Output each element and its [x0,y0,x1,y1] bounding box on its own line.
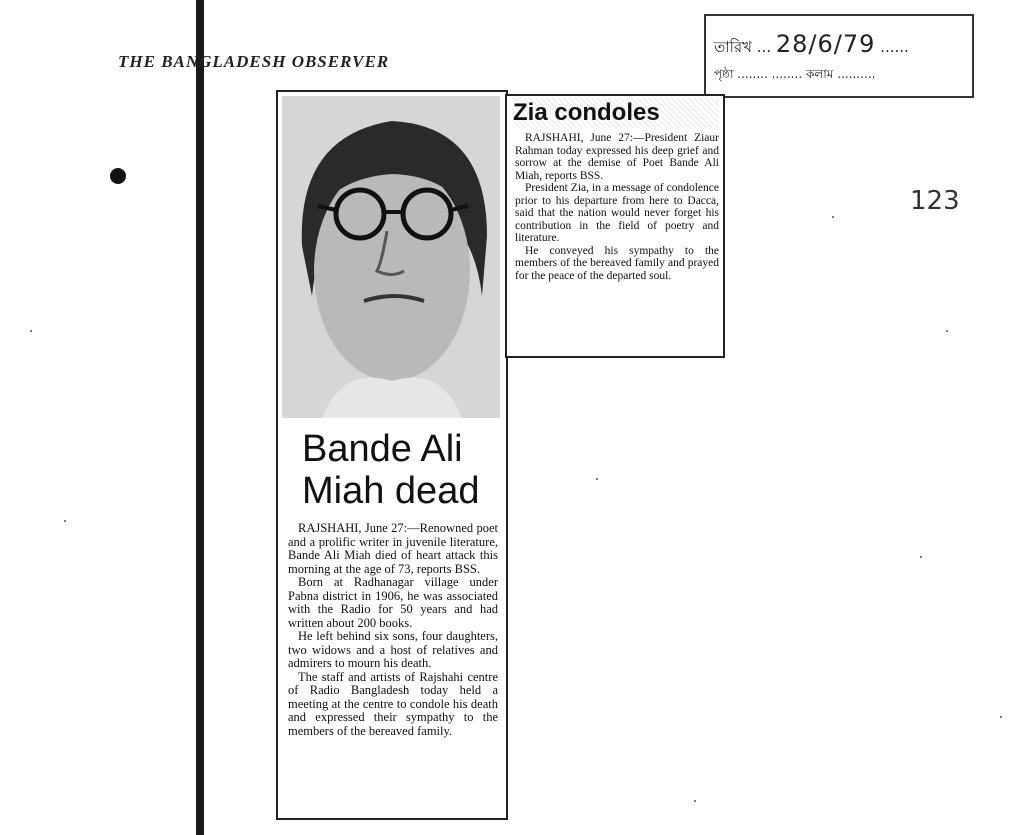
page-number: 123 [910,186,960,216]
stamp-column-label: কলাম [805,67,834,81]
clipping-side-article [505,94,725,358]
ink-dot [110,168,126,184]
scan-speck [920,556,922,558]
clipping-main-article [276,90,508,820]
main-paragraph: RAJSHAHI, June 27:—Renowned poet and a prolific writer in juvenile literature, Bande Ali Miah died of heart attack this morning at the age of 73, reports BSS. [288,521,498,576]
main-paragraph: He left behind six sons, four daughters, two widows and a host of relatives and admirers to mourn his death. [288,629,498,670]
main-headline [302,428,502,512]
main-headline-line1: Bande Ali [302,428,463,470]
scan-speck [694,800,696,802]
stamp-date-value: 28/6/79 [775,30,876,58]
stamp-date-row: তারিখ ... 28/6/79 ...... [714,30,909,58]
side-paragraph: President Zia, in a message of condolence prior to his departure from here to Dacca, said that the nation would never forget his contribution in the field of poetry and literature. [515,182,719,244]
scan-speck [30,330,32,332]
newspaper-masthead: THE BANGLADESH OBSERVER [118,52,390,71]
stamp-page-label: পৃষ্ঠা [714,67,734,81]
stamp-page-row: পৃষ্ঠা ........ ........ কলাম .......... [714,67,876,81]
scan-speck [1000,716,1002,718]
side-headline: Zia condoles [513,98,719,128]
portrait-photo [282,96,500,418]
scan-speck [64,520,66,522]
main-article-body [288,522,498,738]
side-paragraph: He conveyed his sympathy to the members of the bereaved family and prayed for the peace of the departed soul. [515,244,719,282]
main-headline-line2: Miah dead [302,470,480,512]
scan-speck [832,216,834,218]
stamp-date-label: তারিখ [714,38,752,56]
scan-speck [596,478,598,480]
archive-stamp [704,14,974,98]
side-article-body [515,132,719,282]
portrait-illustration [282,96,500,418]
main-paragraph: Born at Radhanagar village under Pabna district in 1906, he was associated with the Radio for 50 years and had written about 200 books. [288,575,498,630]
main-paragraph: The staff and artists of Rajshahi centre of Radio Bangladesh today held a meeting at the centre to condole his death and expressed their sympathy to the members of the bereaved family. [288,669,498,738]
side-paragraph: RAJSHAHI, June 27:—President Ziaur Rahman today expressed his deep grief and sorrow at the demise of Poet Bande Ali Miah, reports BSS. [515,132,719,182]
scan-speck [946,330,948,332]
page-margin-line [196,0,204,835]
